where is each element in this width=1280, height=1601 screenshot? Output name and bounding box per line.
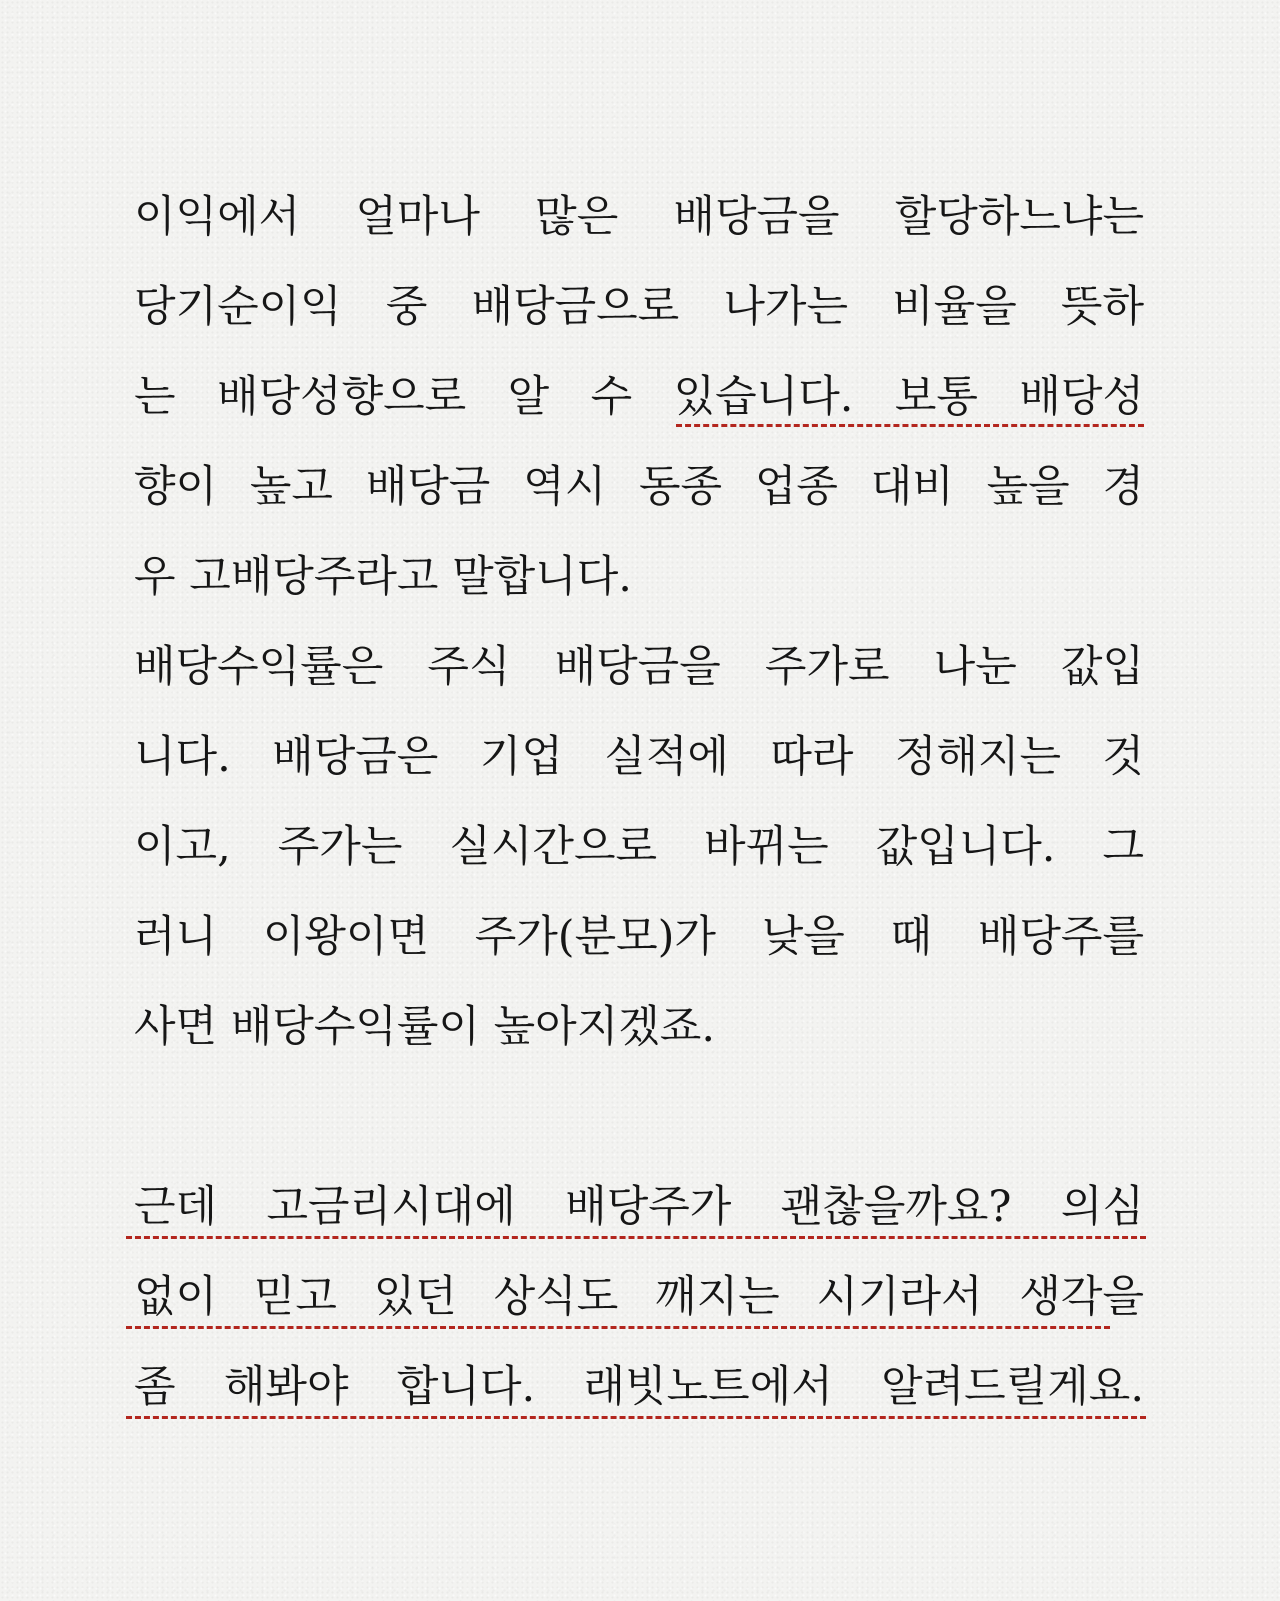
text-line: 없이 믿고 있던 상식도 깨지는 시기라서 생각을 [134, 1272, 1144, 1322]
text-line: 우 고배당주라고 말합니다. [134, 552, 632, 602]
text-line: 이익에서 얼마나 많은 배당금을 할당하느냐는 [134, 192, 1144, 242]
text-line: 당기순이익 중 배당금으로 나가는 비율을 뜻하 [134, 282, 1144, 332]
highlight-underline [126, 1416, 1146, 1419]
text-line: 향이 높고 배당금 역시 동종 업종 대비 높을 경 [134, 462, 1144, 512]
text-line: 니다. 배당금은 기업 실적에 따라 정해지는 것 [134, 732, 1144, 782]
text-line: 러니 이왕이면 주가(분모)가 낮을 때 배당주를 [134, 912, 1144, 962]
text-line: 이고, 주가는 실시간으로 바뀌는 값입니다. 그 [134, 822, 1144, 872]
highlight-underline [126, 1326, 1110, 1329]
text-line: 사면 배당수익률이 높아지겠죠. [134, 1002, 715, 1052]
text-line: 는 배당성향으로 알 수 있습니다. 보통 배당성 [134, 372, 1144, 422]
highlight-underline [126, 1236, 1146, 1239]
text-line: 근데 고금리시대에 배당주가 괜찮을까요? 의심 [134, 1182, 1144, 1232]
text-line: 배당수익률은 주식 배당금을 주가로 나눈 값입 [134, 642, 1144, 692]
highlight-underline [676, 424, 1144, 427]
text-line: 좀 해봐야 합니다. 래빗노트에서 알려드릴게요. [134, 1362, 1144, 1412]
